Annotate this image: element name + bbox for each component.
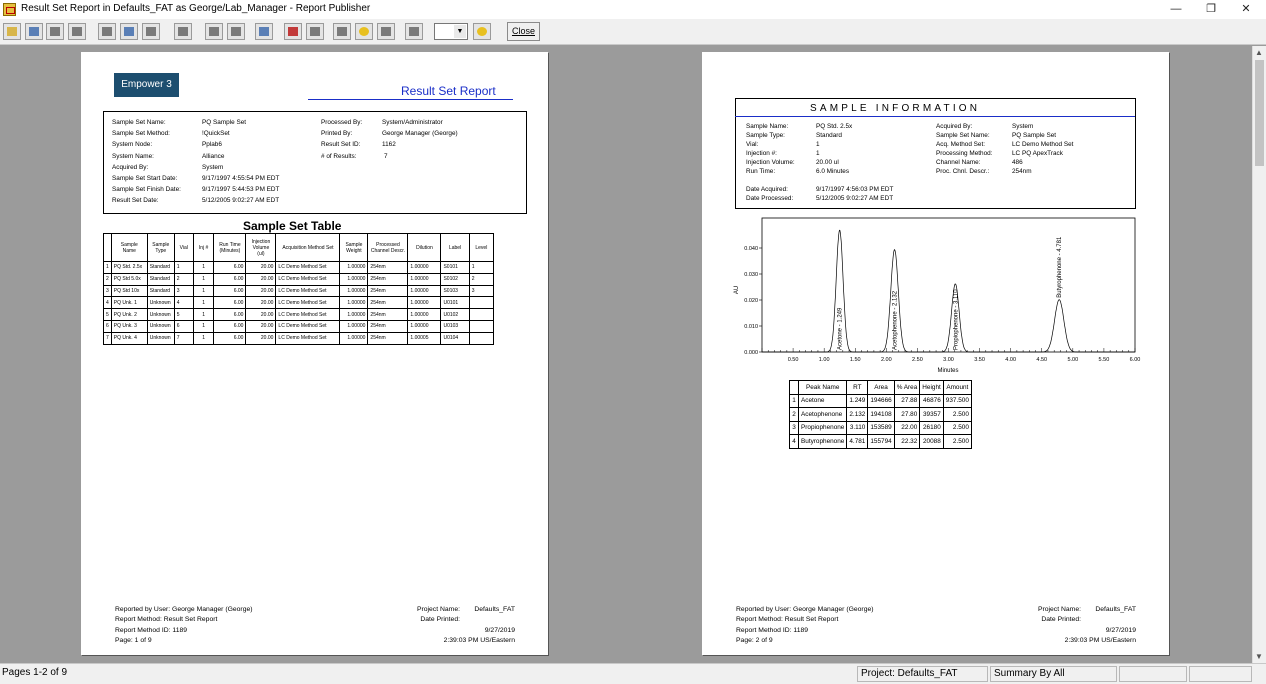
table-cell: 27.80 [894, 408, 920, 422]
table-cell: LC Demo Method Set [276, 309, 340, 321]
table-cell: 3 [104, 285, 112, 297]
chevron-down-icon[interactable]: ▼ [454, 25, 466, 38]
x-tick-label: 1.50 [849, 357, 861, 363]
table-cell: 5 [104, 309, 112, 321]
window-title: Result Set Report in Defaults_FAT as George/Lab_Manager - Report Publisher [21, 3, 371, 14]
sample-set-rows [104, 262, 494, 345]
table-cell: Standard [147, 285, 174, 297]
table-cell: 2.132 [847, 408, 868, 422]
column-header: Peak Name [799, 381, 847, 395]
table-cell: 26180 [920, 421, 943, 435]
table-cell: 4 [790, 435, 799, 449]
scroll-up-icon[interactable]: ▲ [1255, 48, 1263, 57]
table-cell: 1 [193, 309, 214, 321]
y-tick-label: 0.000 [744, 350, 758, 356]
font-icon[interactable] [284, 23, 302, 40]
vertical-scrollbar[interactable] [1252, 46, 1266, 663]
chromatogram-chart [722, 214, 1147, 374]
sample-set-table [103, 233, 494, 345]
table-cell: 1 [193, 320, 214, 332]
x-tick-label: 0.50 [787, 357, 799, 363]
x-tick-label: 2.00 [880, 357, 892, 363]
export-icon[interactable] [25, 23, 43, 40]
table-cell: 254nm [368, 297, 408, 309]
table-cell: 6.00 [214, 332, 246, 344]
table-header-row [104, 234, 494, 262]
table-cell: 6.00 [214, 297, 246, 309]
empower-logo: Empower 3 [114, 73, 179, 97]
info-left-labels: Sample Set Name: Sample Set Method: System Node: System Name: Acquired By: Sample Set Start Date: Sample Set Finish Date: Result Set Date: [112, 119, 181, 205]
table-cell: 6.00 [214, 262, 246, 274]
table-cell: 2.500 [943, 408, 971, 422]
table-cell: 1 [104, 262, 112, 274]
table-cell: 1.00000 [340, 285, 368, 297]
table-cell: U0104 [441, 332, 469, 344]
table-cell: Butyrophenone [799, 435, 847, 449]
title-bar [0, 0, 1266, 19]
column-header: Sample Type [147, 234, 174, 262]
table-cell: 254nm [368, 332, 408, 344]
zoom-select[interactable] [434, 23, 468, 40]
column-header: Sample Name [111, 234, 147, 262]
column-header: Acquisition Method Set [276, 234, 340, 262]
table-cell: U0103 [441, 320, 469, 332]
table-cell: 4 [104, 297, 112, 309]
table-cell: Standard [147, 273, 174, 285]
table-cell: 7 [174, 332, 193, 344]
paste-icon[interactable] [142, 23, 160, 40]
table-cell: Unknown [147, 320, 174, 332]
column-header: Injection Volume (ul) [246, 234, 276, 262]
column-header: Amount [943, 381, 971, 395]
minimize-button[interactable]: — [1170, 3, 1182, 15]
status-bar [0, 663, 1266, 684]
table-cell: 1.00000 [408, 297, 441, 309]
table-cell: Acetone [799, 394, 847, 408]
table-row [104, 332, 494, 344]
page2-footer-left: Reported by User: George Manager (George) Report Method: Result Set Report Report Method ID: 1189 Page: 2 of 9 [736, 606, 874, 645]
peak-label: Butyrophenone - 4.781 [1057, 236, 1064, 298]
table-cell: 2.500 [943, 421, 971, 435]
report-page-2 [702, 52, 1169, 655]
peak-label: Acetophenone - 2.132 [892, 290, 899, 350]
table-row [790, 435, 972, 449]
table-row [104, 262, 494, 274]
table-cell: 1.00000 [340, 297, 368, 309]
column-header: Height [920, 381, 943, 395]
table-cell: 22.32 [894, 435, 920, 449]
table-cell: 194666 [868, 394, 894, 408]
toolbar [0, 19, 1266, 45]
highlight-icon[interactable] [473, 23, 491, 40]
table-cell: LC Demo Method Set [276, 297, 340, 309]
summary-status: Summary By All [990, 666, 1117, 682]
peak-header-row [790, 381, 972, 395]
table-cell: 6 [104, 320, 112, 332]
table-cell: 2 [790, 408, 799, 422]
info-left-values: PQ Sample Set !QuickSet Pplab6 Alliance System 9/17/1997 4:55:54 PM EDT 9/17/1997 5:44:53 PM EDT 5/12/2005 9:02:27 AM EDT [202, 119, 280, 205]
table-cell: 2.500 [943, 435, 971, 449]
table-row [790, 394, 972, 408]
sample-information-header: SAMPLE INFORMATION [810, 103, 981, 114]
x-tick-label: 1.00 [818, 357, 830, 363]
column-header: Area [868, 381, 894, 395]
table-row [104, 309, 494, 321]
table-cell: 3 [469, 285, 493, 297]
page-count-status: Pages 1-2 of 9 [2, 667, 68, 678]
table-cell: 1 [193, 273, 214, 285]
x-axis-label: Minutes [937, 368, 959, 374]
table-row [104, 273, 494, 285]
table-cell: 254nm [368, 320, 408, 332]
x-tick-label: 4.00 [1005, 357, 1017, 363]
table-cell: 2 [174, 273, 193, 285]
table-cell: 20.00 [246, 320, 276, 332]
table-cell: 1.00000 [408, 320, 441, 332]
group-icon[interactable] [333, 23, 351, 40]
table-cell: 1.00000 [340, 332, 368, 344]
title-underline [308, 99, 513, 100]
table-cell: 254nm [368, 273, 408, 285]
lock-icon[interactable] [205, 23, 223, 40]
table-row [790, 421, 972, 435]
table-cell: PQ Std 5.0x [111, 273, 147, 285]
cut-icon[interactable] [98, 23, 116, 40]
table-cell: Unknown [147, 309, 174, 321]
properties-icon[interactable] [377, 23, 395, 40]
peak-rows [790, 394, 972, 448]
column-header: Run Time (Minutes) [214, 234, 246, 262]
y-axis [744, 246, 762, 356]
table-cell: 153589 [868, 421, 894, 435]
table-cell: 1.00000 [408, 262, 441, 274]
table-cell: S0102 [441, 273, 469, 285]
table-cell: Propiophenone [799, 421, 847, 435]
table-cell: 6.00 [214, 273, 246, 285]
table-cell: 6 [174, 320, 193, 332]
table-cell: PQ Unk. 1 [111, 297, 147, 309]
p2-info-right-values: System PQ Sample Set LC Demo Method Set LC PQ ApexTrack 486 254nm [1012, 123, 1074, 175]
table-cell: 1 [193, 297, 214, 309]
table-cell: LC Demo Method Set [276, 320, 340, 332]
table-cell: 1 [790, 394, 799, 408]
info-right-values: System/Administrator George Manager (George) 1162 7 [382, 119, 458, 160]
y-tick-label: 0.030 [744, 272, 758, 278]
plot-frame [762, 218, 1135, 352]
table-cell: 6.00 [214, 309, 246, 321]
project-status: Project: Defaults_FAT [857, 666, 988, 682]
table-cell: 1 [174, 262, 193, 274]
table-cell: 1 [469, 262, 493, 274]
table-row [104, 297, 494, 309]
table-cell: 6.00 [214, 285, 246, 297]
sample-set-table-title: Sample Set Table [243, 219, 342, 233]
table-cell: 20.00 [246, 332, 276, 344]
column-header: Dilution [408, 234, 441, 262]
select-icon[interactable] [174, 23, 192, 40]
y-tick-label: 0.040 [744, 246, 758, 252]
table-cell: 3 [790, 421, 799, 435]
app-icon [3, 3, 16, 16]
table-cell: 2 [469, 273, 493, 285]
table-cell: 2 [104, 273, 112, 285]
x-tick-label: 5.00 [1067, 357, 1079, 363]
p2-date-labels: Date Acquired: Date Processed: [746, 186, 794, 202]
x-tick-label: 2.50 [912, 357, 923, 363]
column-header [104, 234, 112, 262]
table-cell: U0101 [441, 297, 469, 309]
table-cell: 1.00000 [408, 273, 441, 285]
x-tick-label: 4.50 [1036, 357, 1048, 363]
page1-footer-right-values: Defaults_FAT 9/27/2019 2:39:03 PM US/Eastern [443, 606, 515, 645]
table-cell: 20088 [920, 435, 943, 449]
table-cell: 1 [193, 332, 214, 344]
x-axis [762, 348, 1140, 363]
table-cell: 1.00000 [408, 285, 441, 297]
table-cell [469, 297, 493, 309]
table-cell: 1.00000 [408, 309, 441, 321]
table-cell: 194108 [868, 408, 894, 422]
column-header: Label [441, 234, 469, 262]
peak-labels [838, 236, 1064, 350]
column-header: Processed Channel Descr. [368, 234, 408, 262]
column-header: Level [469, 234, 493, 262]
table-cell [469, 309, 493, 321]
table-cell: LC Demo Method Set [276, 273, 340, 285]
table-cell: 1.00000 [340, 309, 368, 321]
copy-page-icon[interactable] [46, 23, 64, 40]
x-tick-label: 3.50 [974, 357, 985, 363]
column-header: RT [847, 381, 868, 395]
table-cell: 20.00 [246, 297, 276, 309]
table-cell: LC Demo Method Set [276, 262, 340, 274]
table-cell: U0102 [441, 309, 469, 321]
table-cell: 1.00000 [340, 320, 368, 332]
p2-date-values: 9/17/1997 4:56:03 PM EDT 5/12/2005 9:02:27 AM EDT [816, 186, 894, 202]
column-header: % Area [894, 381, 920, 395]
report-page-1 [81, 52, 548, 655]
p2-info-right-labels: Acquired By: Sample Set Name: Acq. Method Set: Processing Method: Channel Name: Proc. Chnl. Descr.: [936, 123, 993, 175]
report-title: Result Set Report [401, 84, 496, 98]
page1-footer-right-labels: Project Name: Date Printed: [416, 606, 460, 624]
table-cell: Standard [147, 262, 174, 274]
table-cell: 20.00 [246, 262, 276, 274]
table-cell: S0103 [441, 285, 469, 297]
restore-button[interactable]: ❐ [1206, 3, 1216, 15]
close-window-button[interactable]: ✕ [1241, 3, 1251, 15]
peak-label: Propiophenone - 3.110 [953, 289, 960, 350]
x-tick-label: 3.00 [943, 357, 954, 363]
p2-info-left-values: PQ Std. 2.5x Standard 1 1 20.00 ul 6.0 Minutes [816, 123, 853, 175]
status-cell-empty [1189, 666, 1252, 682]
page2-footer-right-labels: Project Name: Date Printed: [1037, 606, 1081, 624]
column-header: Sample Weight [340, 234, 368, 262]
header-underline [735, 116, 1135, 117]
table-cell: 4 [174, 297, 193, 309]
x-tick-label: 6.00 [1129, 357, 1141, 363]
copy-icon[interactable] [120, 23, 138, 40]
column-header: Inj # [193, 234, 214, 262]
peak-table [789, 380, 972, 449]
table-cell: 1.249 [847, 394, 868, 408]
table-cell: Unknown [147, 332, 174, 344]
table-cell: PQ Unk. 2 [111, 309, 147, 321]
table-cell: 1 [193, 285, 214, 297]
table-cell: 254nm [368, 285, 408, 297]
table-cell: 1.00000 [340, 273, 368, 285]
table-row [104, 320, 494, 332]
table-cell: LC Demo Method Set [276, 285, 340, 297]
close-button[interactable]: Close [507, 22, 540, 41]
table-cell: 5 [174, 309, 193, 321]
status-cell-empty [1119, 666, 1187, 682]
scroll-down-icon[interactable]: ▼ [1255, 652, 1263, 661]
layout-icon[interactable] [405, 23, 423, 40]
table-cell: S0101 [441, 262, 469, 274]
table-cell: 1.00000 [340, 262, 368, 274]
page1-footer-left: Reported by User: George Manager (George) Report Method: Result Set Report Report Method ID: 1189 Page: 1 of 9 [115, 606, 253, 645]
table-cell: 6.00 [214, 320, 246, 332]
table-cell: 7 [104, 332, 112, 344]
table-cell: 46876 [920, 394, 943, 408]
table-cell: 22.00 [894, 421, 920, 435]
table-cell: 20.00 [246, 285, 276, 297]
table-cell [469, 332, 493, 344]
y-tick-label: 0.020 [744, 298, 758, 304]
open-icon[interactable] [3, 23, 21, 40]
table-cell: PQ Unk. 4 [111, 332, 147, 344]
peak-label: Acetone - 1.249 [837, 307, 844, 350]
table-cell [469, 320, 493, 332]
x-tick-label: 5.50 [1098, 357, 1110, 363]
print-icon[interactable] [68, 23, 86, 40]
table-cell: LC Demo Method Set [276, 332, 340, 344]
table-cell: PQ Std. 2.5x [111, 262, 147, 274]
table-cell: 39357 [920, 408, 943, 422]
table-cell: 155794 [868, 435, 894, 449]
page2-footer-right-values: Defaults_FAT 9/27/2019 2:39:03 PM US/Eastern [1064, 606, 1136, 645]
table-cell: 3.110 [847, 421, 868, 435]
table-cell: 20.00 [246, 273, 276, 285]
chromatogram-trace [762, 230, 1135, 352]
table-cell: 3 [174, 285, 193, 297]
table-cell: 254nm [368, 262, 408, 274]
table-cell: 1 [193, 262, 214, 274]
table-row [790, 408, 972, 422]
y-axis-label: AU [734, 285, 740, 295]
p2-info-left-labels: Sample Name: Sample Type: Vial: Injection #: Injection Volume: Run Time: [746, 123, 795, 175]
table-row [104, 285, 494, 297]
table-cell: 4.781 [847, 435, 868, 449]
frame-icon[interactable] [255, 23, 273, 40]
table-cell: Acetophenone [799, 408, 847, 422]
smiley-icon[interactable] [355, 23, 373, 40]
table-cell: 937.500 [943, 394, 971, 408]
info-right-labels: Processed By: Printed By: Result Set ID: # of Results: [321, 119, 363, 160]
table-cell: 27.88 [894, 394, 920, 408]
table-cell: 254nm [368, 309, 408, 321]
y-tick-label: 0.010 [744, 324, 758, 330]
table-cell: PQ Unk. 3 [111, 320, 147, 332]
unlock-icon[interactable] [227, 23, 245, 40]
table-cell: 1.00005 [408, 332, 441, 344]
column-header: Vial [174, 234, 193, 262]
table-cell: Unknown [147, 297, 174, 309]
scroll-thumb[interactable] [1255, 60, 1264, 166]
table-cell: 20.00 [246, 309, 276, 321]
table-cell: PQ Std 10x [111, 285, 147, 297]
format-icon[interactable] [306, 23, 324, 40]
